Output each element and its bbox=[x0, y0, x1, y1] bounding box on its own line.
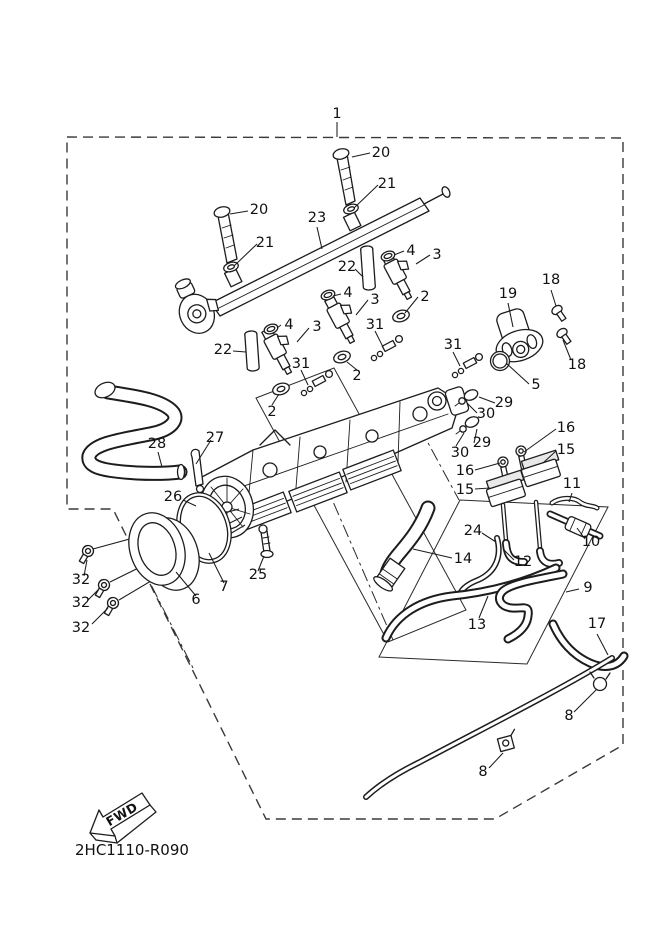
callout-27: 27 bbox=[205, 430, 225, 446]
callout-20-right: 20 bbox=[371, 145, 391, 161]
callout-23: 23 bbox=[307, 210, 327, 226]
callout-25: 25 bbox=[248, 567, 268, 583]
callout-14: 14 bbox=[453, 551, 473, 567]
callout-21-right: 21 bbox=[377, 176, 397, 192]
callout-4-right: 4 bbox=[406, 243, 416, 259]
fwd-arrow bbox=[90, 793, 156, 843]
callout-15-right: 15 bbox=[556, 442, 576, 458]
callout-13: 13 bbox=[467, 617, 487, 633]
callout-21-left: 21 bbox=[255, 235, 275, 251]
callout-3-mid: 3 bbox=[370, 292, 380, 308]
callout-3-right: 3 bbox=[432, 247, 442, 263]
callout-18-lower: 18 bbox=[567, 357, 587, 373]
callout-19: 19 bbox=[498, 286, 518, 302]
callout-11: 11 bbox=[562, 476, 582, 492]
callout-2-mid: 2 bbox=[352, 368, 362, 384]
callout-31-right: 31 bbox=[443, 337, 463, 353]
callout-29-lower: 29 bbox=[472, 435, 492, 451]
fwd-label: FWD bbox=[103, 799, 141, 830]
callout-30-upper: 30 bbox=[476, 406, 496, 422]
callout-4-mid: 4 bbox=[343, 285, 353, 301]
callout-18-upper: 18 bbox=[541, 272, 561, 288]
callout-8-upper: 8 bbox=[564, 708, 574, 724]
callout-24: 24 bbox=[463, 523, 483, 539]
callout-22-right: 22 bbox=[337, 259, 357, 275]
callout-7: 7 bbox=[219, 579, 229, 595]
callout-32-b: 32 bbox=[71, 595, 91, 611]
callout-10: 10 bbox=[581, 534, 601, 550]
callout-4-left: 4 bbox=[284, 317, 294, 333]
callout-26: 26 bbox=[163, 489, 183, 505]
callout-5: 5 bbox=[531, 377, 541, 393]
callout-15-left: 15 bbox=[455, 482, 475, 498]
callout-9: 9 bbox=[583, 580, 593, 596]
hose-clamp-art bbox=[496, 729, 519, 751]
callout-1: 1 bbox=[332, 106, 342, 122]
callout-17: 17 bbox=[587, 616, 607, 632]
callout-32-c: 32 bbox=[71, 620, 91, 636]
callout-22-left: 22 bbox=[213, 342, 233, 358]
drawing-code: 2HC1110-R090 bbox=[75, 841, 189, 859]
callout-3-left: 3 bbox=[312, 319, 322, 335]
hose-clamp-art bbox=[590, 672, 610, 691]
callout-32-a: 32 bbox=[71, 572, 91, 588]
callout-30-lower: 30 bbox=[450, 445, 470, 461]
callout-31-left: 31 bbox=[291, 356, 311, 372]
callout-31-mid: 31 bbox=[365, 317, 385, 333]
callout-6: 6 bbox=[191, 592, 201, 608]
callout-8-lower: 8 bbox=[478, 764, 488, 780]
callout-2-left: 2 bbox=[267, 404, 277, 420]
callout-29-upper: 29 bbox=[494, 395, 514, 411]
callout-16-left: 16 bbox=[455, 463, 475, 479]
callout-20-left: 20 bbox=[249, 202, 269, 218]
callout-28: 28 bbox=[147, 436, 167, 452]
sensor-19-art bbox=[486, 304, 574, 371]
callout-2-right: 2 bbox=[420, 289, 430, 305]
callout-16-right: 16 bbox=[556, 420, 576, 436]
callout-12: 12 bbox=[513, 554, 533, 570]
